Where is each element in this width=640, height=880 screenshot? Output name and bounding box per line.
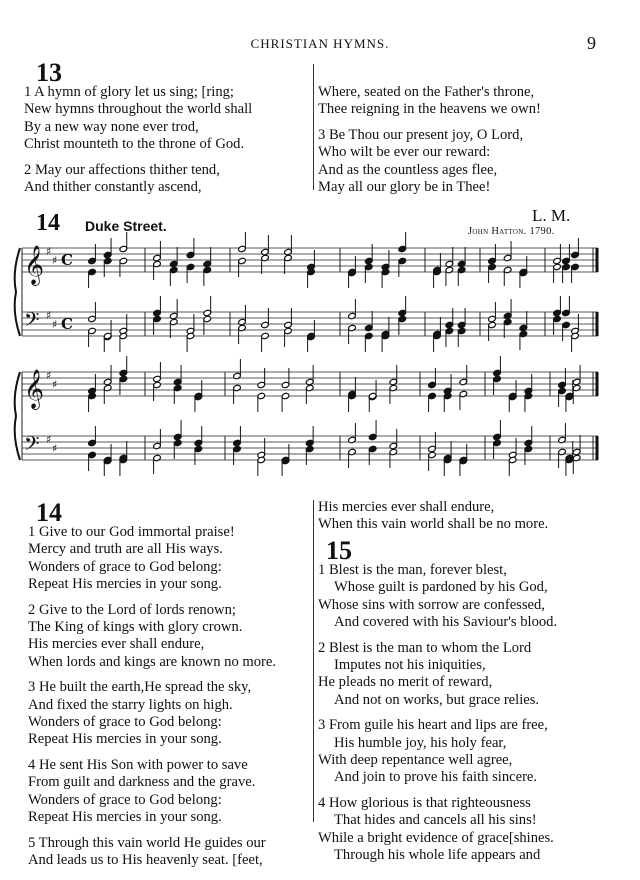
common-time-icon: C xyxy=(61,251,73,269)
text-line: Who wilt be ever our reward: xyxy=(318,144,491,161)
text-line: 1 Blest is the man, forever blest, xyxy=(318,562,507,578)
text-line: With deep repentance well agree, xyxy=(318,752,513,769)
text-line: Where, seated on the Father's throne, xyxy=(318,84,535,100)
sharp-icon: ♯ xyxy=(52,378,58,391)
text-line: 2 Blest is the man to whom the Lord xyxy=(318,639,532,656)
hymn-13-right-column xyxy=(318,84,541,196)
text-line: And not on works, but grace relies. xyxy=(334,691,540,708)
text-line: Whose sins with sorrow are confessed, xyxy=(318,596,545,613)
text-line: Wonders of grace to God belong: xyxy=(28,558,222,575)
hymn-13-left-column xyxy=(24,84,252,196)
text-line: Repeat His mercies in your song. xyxy=(28,809,222,826)
music-score xyxy=(0,232,640,482)
sharp-icon: ♯ xyxy=(52,442,58,455)
text-line: 4 How glorious is that righteousness xyxy=(318,794,531,811)
text-line: Wonders of grace to God belong: xyxy=(28,791,222,808)
text-line: 5 Through this vain world He guides our xyxy=(28,834,266,851)
text-line: And as the countless ages flee, xyxy=(318,161,498,178)
text-line: Mercy and truth are all His ways. xyxy=(28,541,223,558)
page-number: 9 xyxy=(587,33,596,53)
text-line: 2 May our affections thither tend, xyxy=(24,161,220,178)
text-line: Repeat His mercies in your song. xyxy=(28,576,222,593)
column-divider xyxy=(313,500,314,822)
treble-clef-icon: 𝄞 xyxy=(24,369,45,409)
hymn-13-number: 13 xyxy=(36,58,62,87)
tune-name: Duke Street. xyxy=(85,218,167,234)
bass-clef-icon: 𝄢 xyxy=(24,432,40,460)
text-line: Whose guilt is pardoned by his God, xyxy=(334,579,548,596)
text-line: When lords and kings are known no more. xyxy=(28,653,277,670)
tune-number: 14 xyxy=(36,210,60,236)
text-line: 3 He built the earth,He spread the sky, xyxy=(28,679,252,696)
text-line: 1 A hymn of glory let us sing; [ring; xyxy=(24,84,234,100)
hymn-15-number: 15 xyxy=(326,536,352,565)
text-line: From guilt and darkness and the grave. xyxy=(28,774,256,791)
text-line: Wonders of grace to God belong: xyxy=(28,714,222,731)
system-brace xyxy=(15,248,20,336)
hymn-14-column xyxy=(28,524,276,869)
text-line: Thee reigning in the heavens we own! xyxy=(318,101,541,118)
sharp-icon: ♯ xyxy=(52,254,58,267)
hymn-15-column xyxy=(318,562,557,865)
system-brace xyxy=(15,372,20,460)
running-head: CHRISTIAN HYMNS. xyxy=(250,36,390,51)
text-line: Imputes not his iniquities, xyxy=(334,657,486,674)
text-line: And leads us to His heavenly seat. [feet, xyxy=(28,851,263,868)
text-line: And join to prove his faith sincere. xyxy=(334,769,538,786)
text-line: Repeat His mercies in your song. xyxy=(28,731,222,748)
text-line: When this vain world shall be no more. xyxy=(318,516,549,533)
text-line: 4 He sent His Son with power to save xyxy=(28,756,248,773)
text-line: That hides and cancels all his sins! xyxy=(334,812,537,829)
text-line: He pleads no merit of reward, xyxy=(318,674,493,691)
text-line: The King of kings with glory crown. xyxy=(28,619,243,636)
text-line: His mercies ever shall endure, xyxy=(318,499,495,515)
sharp-icon: ♯ xyxy=(46,245,52,258)
text-line: His mercies ever shall endure, xyxy=(28,636,205,653)
composer-name: John Hatton. xyxy=(468,226,527,237)
text-line: 3 From guile his heart and lips are free, xyxy=(318,717,548,734)
treble-clef-icon: 𝄞 xyxy=(24,245,45,285)
text-line: 2 Give to the Lord of lords renown; xyxy=(28,601,236,618)
text-line: And covered with his Saviour's blood. xyxy=(334,614,558,631)
score-staves xyxy=(15,232,598,476)
right-column xyxy=(318,499,548,534)
text-line: Christ mounteth to the throne of God. xyxy=(24,136,245,153)
text-line: 3 Be Thou our present joy, O Lord, xyxy=(318,126,524,143)
text-line: And fixed the starry lights on high. xyxy=(28,696,233,713)
text-line: And thither constantly ascend, xyxy=(24,179,202,196)
sharp-icon: ♯ xyxy=(46,369,52,382)
tune-meter: L. M. xyxy=(532,206,571,225)
text-line: By a new way none ever trod, xyxy=(24,118,199,135)
common-time-icon: C xyxy=(61,315,73,333)
text-line: 1 Give to our God immortal praise! xyxy=(28,524,235,540)
text-line: May all our glory be in Thee! xyxy=(318,179,491,196)
text-line: While a bright evidence of grace[shines. xyxy=(318,829,554,846)
text-line: Through his whole life appears and xyxy=(334,847,541,864)
text-line: New hymns throughout the world shall xyxy=(24,101,253,118)
text-line: His humble joy, his holy fear, xyxy=(334,734,507,751)
sharp-icon: ♯ xyxy=(46,309,52,322)
sharp-icon: ♯ xyxy=(52,318,58,331)
column-divider xyxy=(313,64,314,190)
sharp-icon: ♯ xyxy=(46,433,52,446)
bass-clef-icon: 𝄢 xyxy=(24,308,40,336)
hymn-14-number: 14 xyxy=(36,498,62,527)
composer-year: 1790. xyxy=(529,226,555,237)
